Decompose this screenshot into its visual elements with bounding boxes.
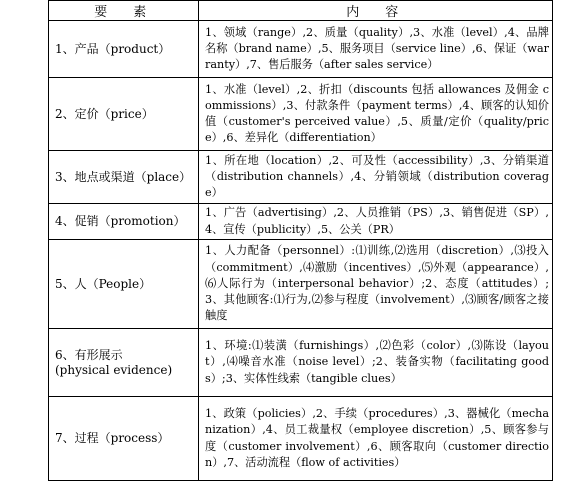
table-row [49, 240, 553, 329]
element-cell: 1、产品（product） [49, 21, 199, 78]
table-row [49, 151, 553, 204]
content-cell: 1、人力配备（personnel）:⑴训练,⑵选用（discretion）,⑶投入（commitment）,⑷激励（incentives）,⑸外观（appearance）,⑹人际行为（interpersonal behavior）;2、态度（attitudes）;3、其他顾客:⑴行为,⑵参与程度（involvement）,⑶顾客/顾客之接触度 [199, 240, 553, 329]
header-element: 要 素 [49, 1, 199, 21]
table-row [49, 329, 553, 397]
element-cell: 2、定价（price） [49, 78, 199, 151]
table-row [49, 397, 553, 481]
element-cell-line1: 6、有形展示 [55, 347, 123, 362]
content-cell: 1、环境:⑴装潢（furnishings）,⑵色彩（color）,⑶陈设（layout）,⑷噪音水准（noise level）;2、装备实物（facilitating goods）;3、实体性线索（tangible clues） [199, 329, 553, 397]
element-cell: 5、人（People） [49, 240, 199, 329]
content-cell: 1、所在地（location）,2、可及性（accessibility）,3、分销渠道（distribution channels）,4、分销领域（distribution coverage） [199, 151, 553, 204]
content-cell: 1、水准（level）,2、折扣（discounts 包括 allowances 及佣金 commissions）,3、付款条件（payment terms）,4、顾客的认知价值（customer's perceived value）,5、质量/定价（quality/price）,6、差异化（differentiation） [199, 78, 553, 151]
element-cell: 4、促销（promotion） [49, 204, 199, 240]
table-row [49, 204, 553, 240]
marketing-mix-table [48, 0, 553, 481]
content-cell: 1、领域（range）,2、质量（quality）,3、水准（level）,4、品牌名称（brand name）,5、服务项目（service line）,6、保证（warranty）,7、售后服务（after sales service） [199, 21, 553, 78]
table-row [49, 78, 553, 151]
table-header-row [49, 1, 553, 21]
element-cell [49, 329, 199, 397]
table-row [49, 21, 553, 78]
content-cell: 1、政策（policies）,2、手续（procedures）,3、器械化（mechanization）,4、员工裁量权（employee discretion）,5、顾客参与度（customer involvement）,6、顾客取向（customer direction）,7、活动流程（flow of activities） [199, 397, 553, 481]
element-cell-line2: (physical evidence) [55, 362, 173, 377]
content-cell: 1、广告（advertising）,2、人员推销（PS）,3、销售促进（SP）,4、宣传（publicity）,5、公关（PR） [199, 204, 553, 240]
element-cell: 7、过程（process） [49, 397, 199, 481]
header-content: 内 容 [199, 1, 553, 21]
element-cell: 3、地点或渠道（place） [49, 151, 199, 204]
